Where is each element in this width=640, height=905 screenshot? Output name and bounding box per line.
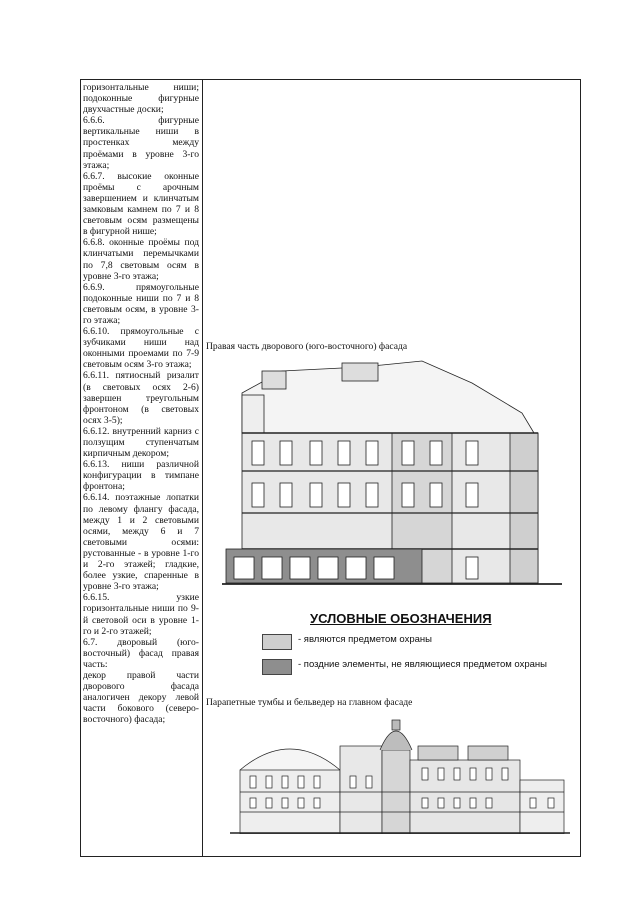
paragraph: 6.6.7. высокие оконные проёмы с арочным завершением и клинчатым замковым камнем по 7 и 8 световым осям размещены в фигурной нише; xyxy=(83,170,199,238)
paragraph: 6.6.15. узкие горизонтальные ниши по 9-й световой оси в уровне 1-го и 2-го этажей; xyxy=(83,592,199,637)
legend-swatch-late xyxy=(262,659,292,675)
paragraph: 6.6.6. фигурные вертикальные ниши в простенках между проёмами в уровне 3-го этажа; xyxy=(83,115,199,171)
paragraph: 6.6.12. внутренний карниз с ползущим ступенчатым кирпичным декором; xyxy=(83,425,199,460)
paragraph: 6.6.10. прямоугольные с зубчиками ниши над оконными проемами по 7-9 световым осям 3-го этажа; xyxy=(83,326,199,371)
paragraph: 6.7. дворовый (юго-восточный) фасад правая часть: xyxy=(83,636,199,670)
paragraph: 6.6.11. пятиосный ризалит (в световых осях 2-6) завершен треугольным фронтоном (в световых осях 3-5); xyxy=(83,370,199,426)
paragraph: 6.6.13. ниши различной конфигурации в тимпане фронтона; xyxy=(83,459,199,493)
paragraph: 6.6.14. поэтажные лопатки по левому флангу фасада, между 1 и 2 световыми осями, между 6 и 7 световыми осями: рустованные - в уровне 1-го и 2-го этажей; гладкие, более узкие, спаренные в уровне 3-го этажа; xyxy=(83,492,199,593)
legend xyxy=(262,611,562,691)
legend-swatch-protected xyxy=(262,634,292,650)
paragraph: горизонтальные ниши; подоконные фигурные двухчастные доски; xyxy=(83,82,199,116)
courtyard-facade-drawing xyxy=(222,353,562,599)
courtyard-facade-caption: Правая часть дворового (юго-восточного) фасада xyxy=(206,341,408,352)
document-table xyxy=(80,79,581,857)
main-facade-drawing xyxy=(230,710,570,834)
paragraph: 6.6.8. оконные проёмы под клинчатыми перемычками по 7,8 световым осям в уровне 3-го этажа; xyxy=(83,237,199,282)
legend-label-protected: - являются предметом охраны xyxy=(298,634,432,645)
legend-title: УСЛОВНЫЕ ОБОЗНАЧЕНИЯ xyxy=(310,611,492,626)
column-divider xyxy=(202,80,203,856)
main-facade-caption: Парапетные тумбы и бельведер на главном фасаде xyxy=(206,697,413,708)
figure-column xyxy=(204,80,580,856)
paragraph: 6.6.9. прямоугольные подоконные ниши по 7 и 8 световым осям, в уровне 3-го этажа; xyxy=(83,281,199,326)
legend-label-late: - поздние элементы, не являющиеся предметом охраны xyxy=(298,659,547,670)
text-column xyxy=(83,82,199,725)
paragraph: декор правой части дворового фасада аналогичен декору левой части бокового (северо-восточного) фасада; xyxy=(83,669,199,726)
